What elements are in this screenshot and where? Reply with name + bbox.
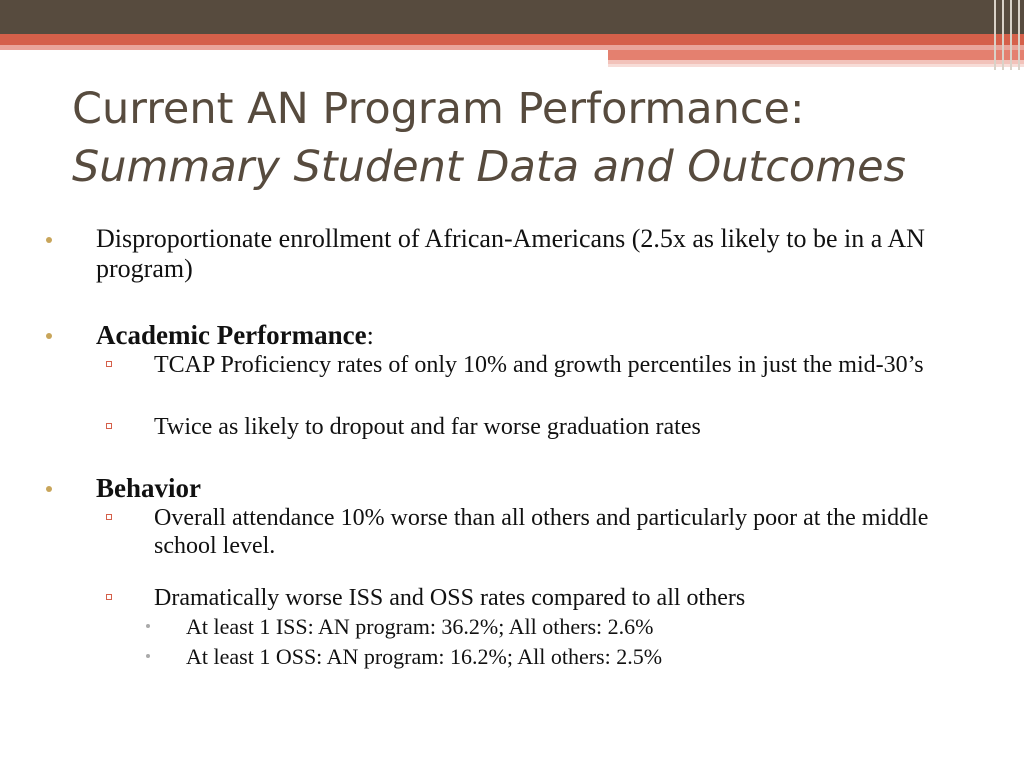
behavior-subitem-oss (44, 642, 974, 672)
behavior-subitem-text: At least 1 OSS: AN program: 16.2%; All others: 2.5% (186, 644, 663, 669)
header-accent-line (0, 34, 1024, 45)
academic-item-dropout (44, 413, 974, 441)
header-stripes (990, 0, 1024, 70)
behavior-subitem-text: At least 1 ISS: AN program: 36.2%; All others: 2.6% (186, 614, 654, 639)
behavior-item-text: Dramatically worse ISS and OSS rates compared to all others (154, 585, 746, 611)
title-line-2: Summary Student Data and Outcomes (72, 142, 906, 192)
square-bullet-icon (106, 594, 112, 600)
square-bullet-icon (106, 423, 112, 429)
behavior-item-iss-oss (44, 584, 974, 612)
bullet-academic (44, 320, 974, 351)
academic-item-text: Twice as likely to dropout and far worse graduation rates (154, 414, 701, 440)
bullet-enrollment-text: Disproportionate enrollment of African-Americans (2.5x as likely to be in a AN program) (96, 224, 925, 283)
academic-item-tcap (44, 351, 974, 379)
header-accent-stub-lighter (608, 64, 1024, 67)
slide-title (72, 80, 1002, 196)
academic-colon: : (366, 321, 374, 350)
behavior-heading: Behavior (96, 473, 201, 503)
title-line-1: Current AN Program Performance: (72, 84, 805, 134)
slide-body (44, 224, 974, 672)
academic-item-text: TCAP Proficiency rates of only 10% and growth percentiles in just the mid-30’s (154, 352, 924, 378)
academic-heading: Academic Performance (96, 320, 367, 350)
bullet-dot-small (146, 654, 150, 658)
behavior-item-text: Overall attendance 10% worse than all others and particularly poor at the middle school level. (154, 505, 929, 559)
header-bar (0, 0, 1024, 34)
bullet-dot (46, 333, 52, 339)
bullet-dot (46, 237, 52, 243)
behavior-item-attendance (44, 504, 974, 560)
bullet-behavior (44, 473, 974, 504)
bullet-dot (46, 486, 52, 492)
bullet-dot-small (146, 624, 150, 628)
bullet-enrollment (44, 224, 974, 284)
square-bullet-icon (106, 514, 112, 520)
square-bullet-icon (106, 361, 112, 367)
header-accent-stub (608, 50, 1024, 60)
behavior-subitem-iss (44, 612, 974, 642)
